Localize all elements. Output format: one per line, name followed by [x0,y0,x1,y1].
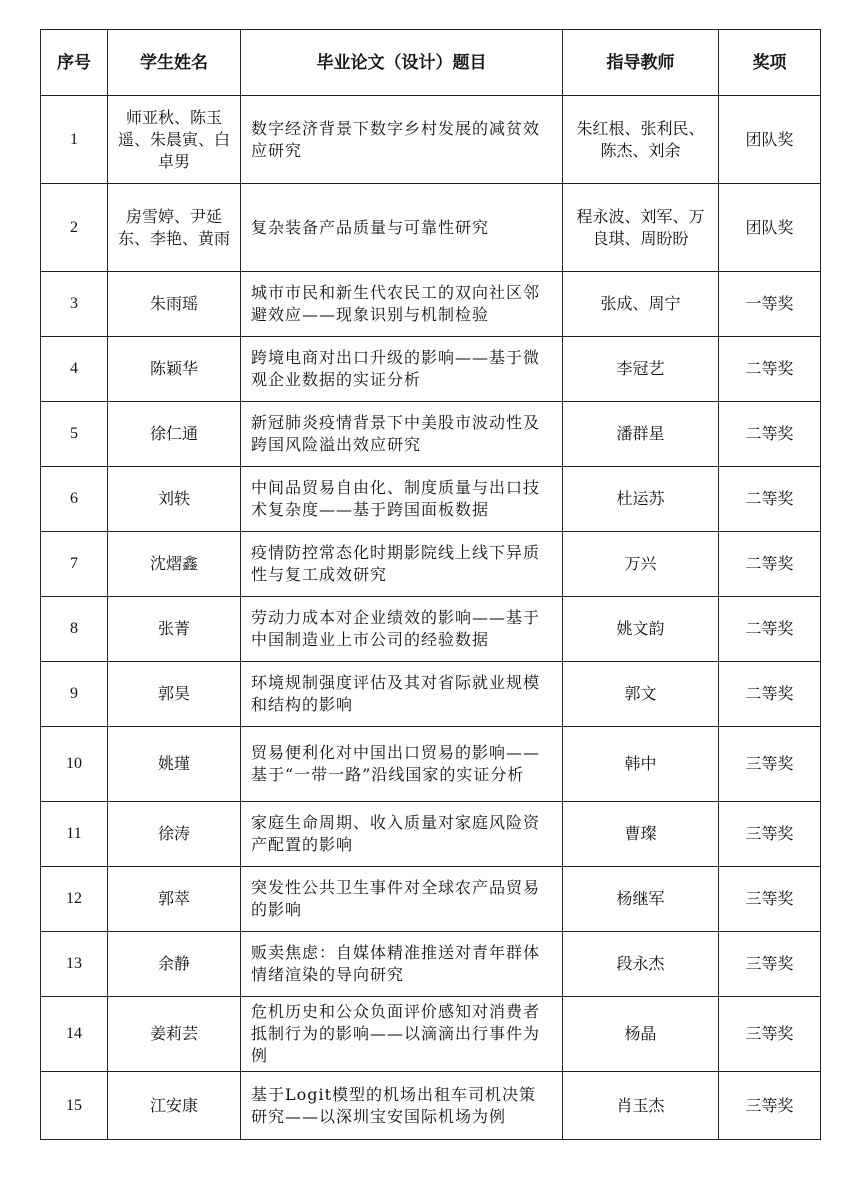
row-index: 9 [41,662,108,727]
row-advisor: 杨晶 [563,997,719,1072]
row-advisor: 万兴 [563,532,719,597]
row-students: 沈熠鑫 [108,532,241,597]
table-row [41,802,821,867]
row-advisor: 肖玉杰 [563,1072,719,1140]
table-row [41,1072,821,1140]
row-index: 15 [41,1072,108,1140]
row-students: 江安康 [108,1072,241,1140]
row-index: 3 [41,272,108,337]
row-advisor: 潘群星 [563,402,719,467]
row-index: 5 [41,402,108,467]
row-index: 1 [41,96,108,184]
row-thesis: 贩卖焦虑：自媒体精准推送对青年群体情绪渲染的导向研究 [241,932,563,997]
row-thesis: 环境规制强度评估及其对省际就业规模和结构的影响 [241,662,563,727]
header-index: 序号 [41,30,108,96]
awards-table [40,29,821,1140]
row-award: 三等奖 [719,802,821,867]
row-index: 7 [41,532,108,597]
row-thesis: 家庭生命周期、收入质量对家庭风险资产配置的影响 [241,802,563,867]
row-students: 陈颖华 [108,337,241,402]
row-advisor: 杜运苏 [563,467,719,532]
table-row [41,662,821,727]
row-index: 12 [41,867,108,932]
row-index: 10 [41,727,108,802]
row-thesis: 城市市民和新生代农民工的双向社区邻避效应——现象识别与机制检验 [241,272,563,337]
row-students: 刘轶 [108,467,241,532]
table-row [41,184,821,272]
row-award: 二等奖 [719,337,821,402]
row-advisor: 杨继军 [563,867,719,932]
row-advisor: 韩中 [563,727,719,802]
row-thesis: 数字经济背景下数字乡村发展的减贫效应研究 [241,96,563,184]
header-thesis: 毕业论文（设计）题目 [241,30,563,96]
header-students: 学生姓名 [108,30,241,96]
header-award: 奖项 [719,30,821,96]
row-thesis: 危机历史和公众负面评价感知对消费者抵制行为的影响——以滴滴出行事件为例 [241,997,563,1072]
table-row [41,597,821,662]
row-students: 徐涛 [108,802,241,867]
row-students: 郭萃 [108,867,241,932]
row-award: 二等奖 [719,532,821,597]
row-advisor: 曹璨 [563,802,719,867]
row-advisor: 朱红根、张利民、陈杰、刘余 [563,96,719,184]
row-advisor: 李冠艺 [563,337,719,402]
row-index: 13 [41,932,108,997]
table-row [41,337,821,402]
header-row [41,30,821,96]
table-row [41,467,821,532]
row-advisor: 张成、周宁 [563,272,719,337]
row-thesis: 基于Logit模型的机场出租车司机决策研究——以深圳宝安国际机场为例 [241,1072,563,1140]
row-index: 11 [41,802,108,867]
row-award: 团队奖 [719,184,821,272]
row-advisor: 郭文 [563,662,719,727]
row-students: 张菁 [108,597,241,662]
row-students: 郭昊 [108,662,241,727]
row-advisor: 段永杰 [563,932,719,997]
row-index: 14 [41,997,108,1072]
row-students: 朱雨瑶 [108,272,241,337]
row-students: 姜莉芸 [108,997,241,1072]
row-award: 一等奖 [719,272,821,337]
table-row [41,402,821,467]
row-thesis: 贸易便利化对中国出口贸易的影响——基于“一带一路”沿线国家的实证分析 [241,727,563,802]
row-award: 三等奖 [719,997,821,1072]
table-row [41,272,821,337]
row-award: 二等奖 [719,662,821,727]
header-advisor: 指导教师 [563,30,719,96]
row-thesis: 突发性公共卫生事件对全球农产品贸易的影响 [241,867,563,932]
row-award: 二等奖 [719,402,821,467]
row-index: 2 [41,184,108,272]
row-index: 6 [41,467,108,532]
row-award: 二等奖 [719,597,821,662]
row-thesis: 跨境电商对出口升级的影响——基于微观企业数据的实证分析 [241,337,563,402]
row-award: 三等奖 [719,932,821,997]
row-thesis: 中间品贸易自由化、制度质量与出口技术复杂度——基于跨国面板数据 [241,467,563,532]
row-students: 余静 [108,932,241,997]
row-advisor: 姚文韵 [563,597,719,662]
table-row [41,867,821,932]
table-row [41,932,821,997]
row-award: 三等奖 [719,867,821,932]
row-students: 房雪婷、尹延东、李艳、黄雨 [108,184,241,272]
row-students: 师亚秋、陈玉遥、朱晨寅、白卓男 [108,96,241,184]
row-thesis: 新冠肺炎疫情背景下中美股市波动性及跨国风险溢出效应研究 [241,402,563,467]
table-row [41,997,821,1072]
table-row [41,532,821,597]
row-students: 徐仁通 [108,402,241,467]
table-row [41,96,821,184]
row-index: 4 [41,337,108,402]
row-students: 姚瑾 [108,727,241,802]
row-award: 三等奖 [719,727,821,802]
row-thesis: 劳动力成本对企业绩效的影响——基于中国制造业上市公司的经验数据 [241,597,563,662]
row-thesis: 疫情防控常态化时期影院线上线下异质性与复工成效研究 [241,532,563,597]
row-index: 8 [41,597,108,662]
row-award: 三等奖 [719,1072,821,1140]
row-thesis: 复杂装备产品质量与可靠性研究 [241,184,563,272]
row-advisor: 程永波、刘军、万良琪、周盼盼 [563,184,719,272]
row-award: 二等奖 [719,467,821,532]
row-award: 团队奖 [719,96,821,184]
table-row [41,727,821,802]
